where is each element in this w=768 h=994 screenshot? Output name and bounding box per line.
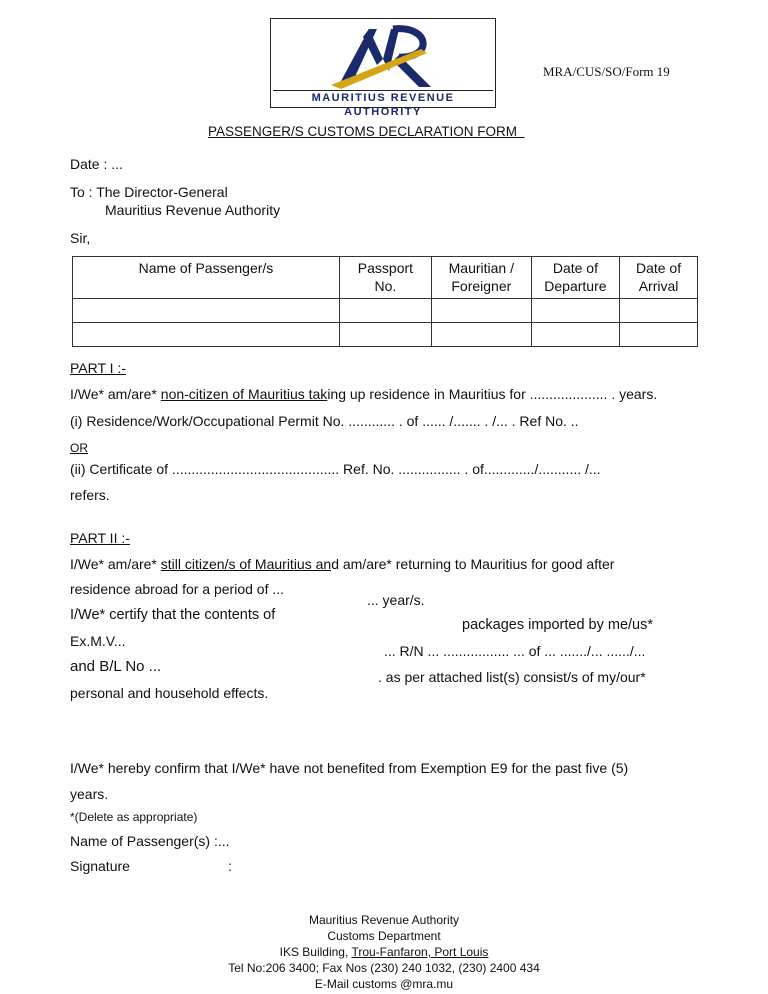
form-title-text: PASSENGER/S CUSTOMS DECLARATION FORM [208,124,518,139]
delete-note: *(Delete as appropriate) [70,810,198,824]
cell-passport[interactable] [339,323,431,347]
part2-bl-line: and B/L No ... [70,658,162,675]
table-row [73,323,698,347]
footer-phone: Tel No:206 3400; Fax Nos (230) 240 1032, (230) 2400 434 [228,961,540,975]
cell-arrival[interactable] [620,299,698,323]
footer-email: E-Mail customs @mra.mu [314,977,454,991]
cell-arrival[interactable] [620,323,698,347]
cell-name[interactable] [73,323,340,347]
logo-text: MAURITIUS REVENUE AUTHORITY [273,90,493,105]
cell-name[interactable] [73,299,340,323]
footer-dept: Customs Department [327,929,441,943]
passenger-table [72,256,698,347]
part2-exmv: Ex.M.V... [70,633,126,649]
footer-address: IKS Building, Trou-Fanfaron, Port Louis [279,945,489,959]
part2-rn-line: ... R/N ... ................. ... of ... ......./... ....../... [384,643,646,659]
part2-line1: I/We* am/are* still citizen/s of Mauritius and am/are* returning to Mauritius for good after [70,556,615,572]
to-line: To : The Director-General [70,184,228,200]
part1-heading: PART I :- [70,360,127,376]
part2-packages: packages imported by me/us* [462,617,654,633]
form-title [208,124,525,139]
part2-certify-line: I/We* certify that the contents of [70,607,276,623]
mra-logo [270,18,496,118]
signature-colon: : [228,858,232,874]
part2-period-line: residence abroad for a period of ... [70,581,285,597]
form-reference: MRA/CUS/SO/Form 19 [543,64,670,79]
table-header-row [73,257,698,299]
part2-heading: PART II :- [70,530,130,546]
header-nationality: Mauritian / Foreigner [431,257,531,299]
header-passport: Passport No. [339,257,431,299]
footer-org: Mauritius Revenue Authority [308,913,460,927]
date-line: Date : ... [70,156,123,172]
part2-attached-line: . as per attached list(s) consist/s of my/our* [378,669,646,685]
salutation: Sir, [70,230,91,246]
part1-certificate-line: (ii) Certificate of ........................................... Ref. No. ................ . of............./........... /... [70,461,601,477]
cell-departure[interactable] [531,323,619,347]
confirm-line: I/We* hereby confirm that I/We* have not benefited from Exemption E9 for the past five (5) [70,760,629,776]
cell-departure[interactable] [531,299,619,323]
part2-years: ... year/s. [367,592,425,608]
cell-nationality[interactable] [431,323,531,347]
table-row [73,299,698,323]
to-line-2: Mauritius Revenue Authority [105,202,281,218]
mra-monogram-icon [271,19,493,91]
confirm-line-2: years. [70,786,109,802]
part1-line1: I/We* am/are* non-citizen of Mauritius taking up residence in Mauritius for .................... . years. [70,386,658,402]
part2-personal-effects: personal and household effects. [70,685,269,701]
part1-permit-line: (i) Residence/Work/Occupational Permit No. ............ . of ...... /....... . /... . Ref No. .. [70,413,579,429]
cell-nationality[interactable] [431,299,531,323]
cell-passport[interactable] [339,299,431,323]
passenger-name-line: Name of Passenger(s) :... [70,833,230,849]
header-arrival: Date of Arrival [620,257,698,299]
header-departure: Date of Departure [531,257,619,299]
part1-or: OR [70,441,88,455]
header-name: Name of Passenger/s [73,257,340,299]
signature-label: Signature [70,858,130,874]
part1-refers: refers. [70,487,110,503]
